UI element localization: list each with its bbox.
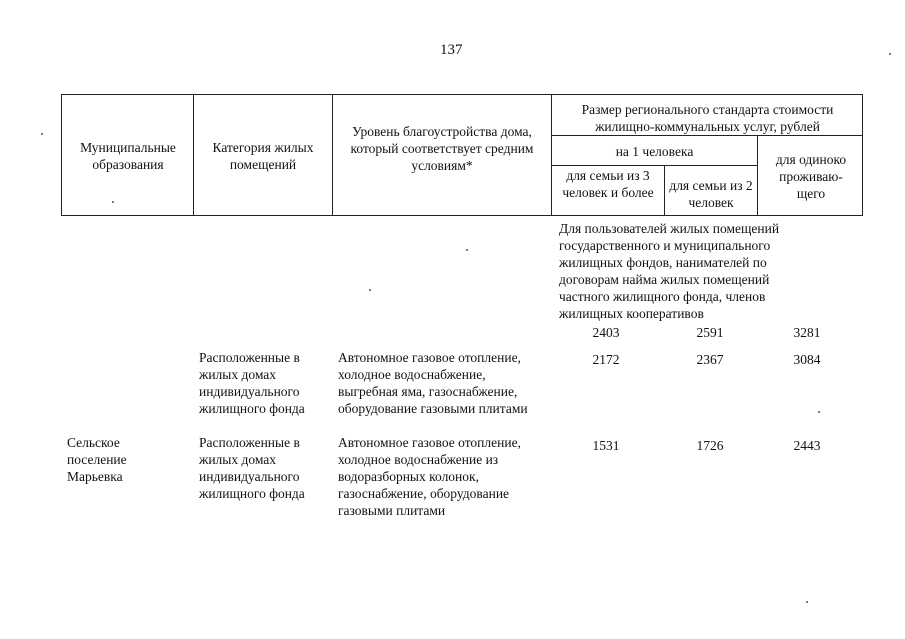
col-divider-4 — [664, 165, 665, 216]
scan-speck — [806, 601, 808, 603]
scan-speck — [466, 249, 468, 251]
row-2-family-2-value: 2367 — [696, 352, 724, 367]
header-single: для одиноко проживаю-щего — [775, 152, 847, 201]
scan-speck — [369, 289, 371, 291]
page-number: 137 — [440, 42, 463, 58]
row-3-family-3plus-value: 1531 — [592, 438, 620, 453]
header-family-3plus: для семьи из 3 человек и более — [562, 168, 654, 200]
per-person-divider — [552, 165, 757, 166]
scan-speck — [889, 53, 891, 55]
scan-speck — [818, 411, 820, 413]
row-2-amenities: Автономное газовое отопление, холодное водоснабжение, выгребная яма, газоснабжение, оборудование газовыми плитами — [338, 350, 528, 416]
header-municipalities: Муниципальные образования — [80, 140, 176, 172]
row-3-single-value: 2443 — [793, 438, 821, 453]
row-1-single-value: 3281 — [793, 325, 821, 340]
table-left-border — [61, 94, 62, 216]
col-divider-3 — [551, 94, 552, 216]
header-family-2: для семьи из 2 человек — [669, 178, 753, 210]
header-category: Категория жилых помещений — [212, 140, 314, 172]
col-divider-2 — [332, 94, 333, 216]
header-amenities: Уровень благоустройства дома, который соответствует средним условиям* — [350, 124, 534, 173]
row-3-amenities: Автономное газовое отопление, холодное водоснабжение из водоразборных колонок, газоснабжение, оборудование газовыми плитами — [338, 435, 521, 518]
col-divider-5 — [757, 135, 758, 216]
table-right-border — [862, 94, 863, 216]
standard-size-divider — [552, 135, 863, 136]
scan-speck — [112, 201, 114, 203]
row-3-municipality: Сельское поселение Марьевка — [67, 435, 127, 484]
table-header-bottom-border — [61, 215, 863, 216]
col-divider-1 — [193, 94, 194, 216]
row-2-single-value: 3084 — [793, 352, 821, 367]
row-3-category: Расположенные в жилых домах индивидуального жилищного фонда — [199, 435, 305, 501]
row-1-family-2-value: 2591 — [696, 325, 724, 340]
row-2-category: Расположенные в жилых домах индивидуального жилищного фонда — [199, 350, 305, 416]
table-top-border — [61, 94, 863, 95]
section-note: Для пользователей жилых помещений государственного и муниципального жилищных фондов, нанимателей по договорам найма жилых помещений частного жилищного фонда, членов жилищных кооперативов — [559, 221, 780, 321]
header-per-person: на 1 человека — [615, 144, 694, 159]
header-standard-size: Размер регионального стандарта стоимости жилищно-коммунальных услуг, рублей — [581, 102, 834, 134]
row-2-family-3plus-value: 2172 — [592, 352, 620, 367]
row-3-family-2-value: 1726 — [696, 438, 724, 453]
scan-speck — [41, 133, 43, 135]
row-1-family-3plus-value: 2403 — [592, 325, 620, 340]
